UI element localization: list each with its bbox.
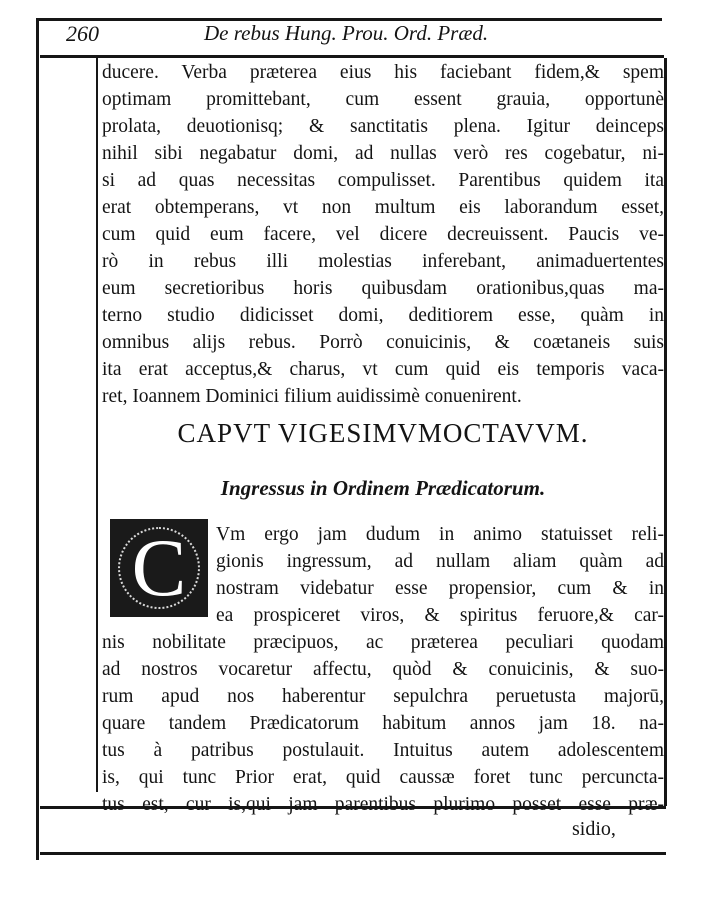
text-line: tus est, cur is,qui jam parentibus plurimo posset esse præ- xyxy=(102,794,664,815)
text-line: cum quid eum facere, vel dicere decreuissent. Paucis ve- xyxy=(102,224,664,245)
text-line: nostram videbatur esse propensior, cum & in xyxy=(216,578,664,599)
text-line: erat obtemperans, vt non multum eis laborandum esset, xyxy=(102,197,664,218)
text-line: rò in rebus illi molestias inferebant, animaduertentes xyxy=(102,251,664,272)
text-line: quare tandem Prædicatorum habitum annos jam 18. na- xyxy=(102,713,664,734)
text-line: ad nostros vocaretur affectu, quòd & conuicinis, & suo- xyxy=(102,659,664,680)
text-line: si ad quas necessitas compulisset. Parentibus quidem ita xyxy=(102,170,664,191)
text-line: ret, Ioannem Dominici filium auidissimè conuenirent. xyxy=(102,386,522,407)
text-line: omnibus alijs rebus. Porrò conuicinis, & coætaneis suis xyxy=(102,332,664,353)
text-line: nihil sibi negabatur domi, ad nullas verò res cogebatur, ni- xyxy=(102,143,664,164)
running-header xyxy=(40,20,660,54)
text-line: terno studio didicisset domi, deditiorem esse, quàm in xyxy=(102,305,664,326)
text-column-left-rule xyxy=(96,58,98,792)
left-border-rule xyxy=(36,18,39,860)
text-line: ducere. Verba præterea eius his faciebant fidem,& spem xyxy=(102,62,664,83)
chapter-subtitle: Ingressus in Ordinem Prædicatorum. xyxy=(220,476,546,500)
chapter-title: CAPVT VIGESIMVMOCTAVVM. xyxy=(177,418,589,448)
page-number: 260 xyxy=(66,21,99,46)
header-underline-rule xyxy=(40,55,664,58)
text-line: rum apud nos haberentur sepulchra peruetusta majorū, xyxy=(102,686,664,707)
text-line: ea prospiceret viros, & spiritus feruore,& car- xyxy=(216,605,664,626)
decorated-initial xyxy=(110,519,208,617)
text-line: gionis ingressum, ad nullam aliam quàm ad xyxy=(216,551,664,572)
text-line: ita erat acceptus,& charus, vt cum quid eis temporis vaca- xyxy=(102,359,664,380)
catchword: sidio, xyxy=(572,818,616,840)
chapter-paragraph-full xyxy=(102,629,664,818)
text-line: tus à patribus postulauit. Intuitus autem adolescentem xyxy=(102,740,664,761)
text-line: eum secretioribus horis quibusdam orationibus,quas ma- xyxy=(102,278,664,299)
initial-letter: C xyxy=(131,522,187,613)
text-line: prolata, deuotionisq; & sanctitatis plena. Igitur deinceps xyxy=(102,116,664,137)
chapter-paragraph-beside-initial xyxy=(216,521,664,629)
footer-rule-lower xyxy=(40,852,666,855)
text-line: optimam promittebant, cum essent grauia, opportunè xyxy=(102,89,664,110)
body-paragraph-top xyxy=(102,59,664,410)
text-line: is, qui tunc Prior erat, quid caussæ foret tunc percuncta- xyxy=(102,767,664,788)
running-head-title: De rebus Hung. Prou. Ord. Præd. xyxy=(204,21,489,45)
text-line: Vm ergo jam dudum in animo statuisset reli- xyxy=(216,524,664,545)
text-line: nis nobilitate præcipuos, ac præterea peculiari quodam xyxy=(102,632,664,653)
